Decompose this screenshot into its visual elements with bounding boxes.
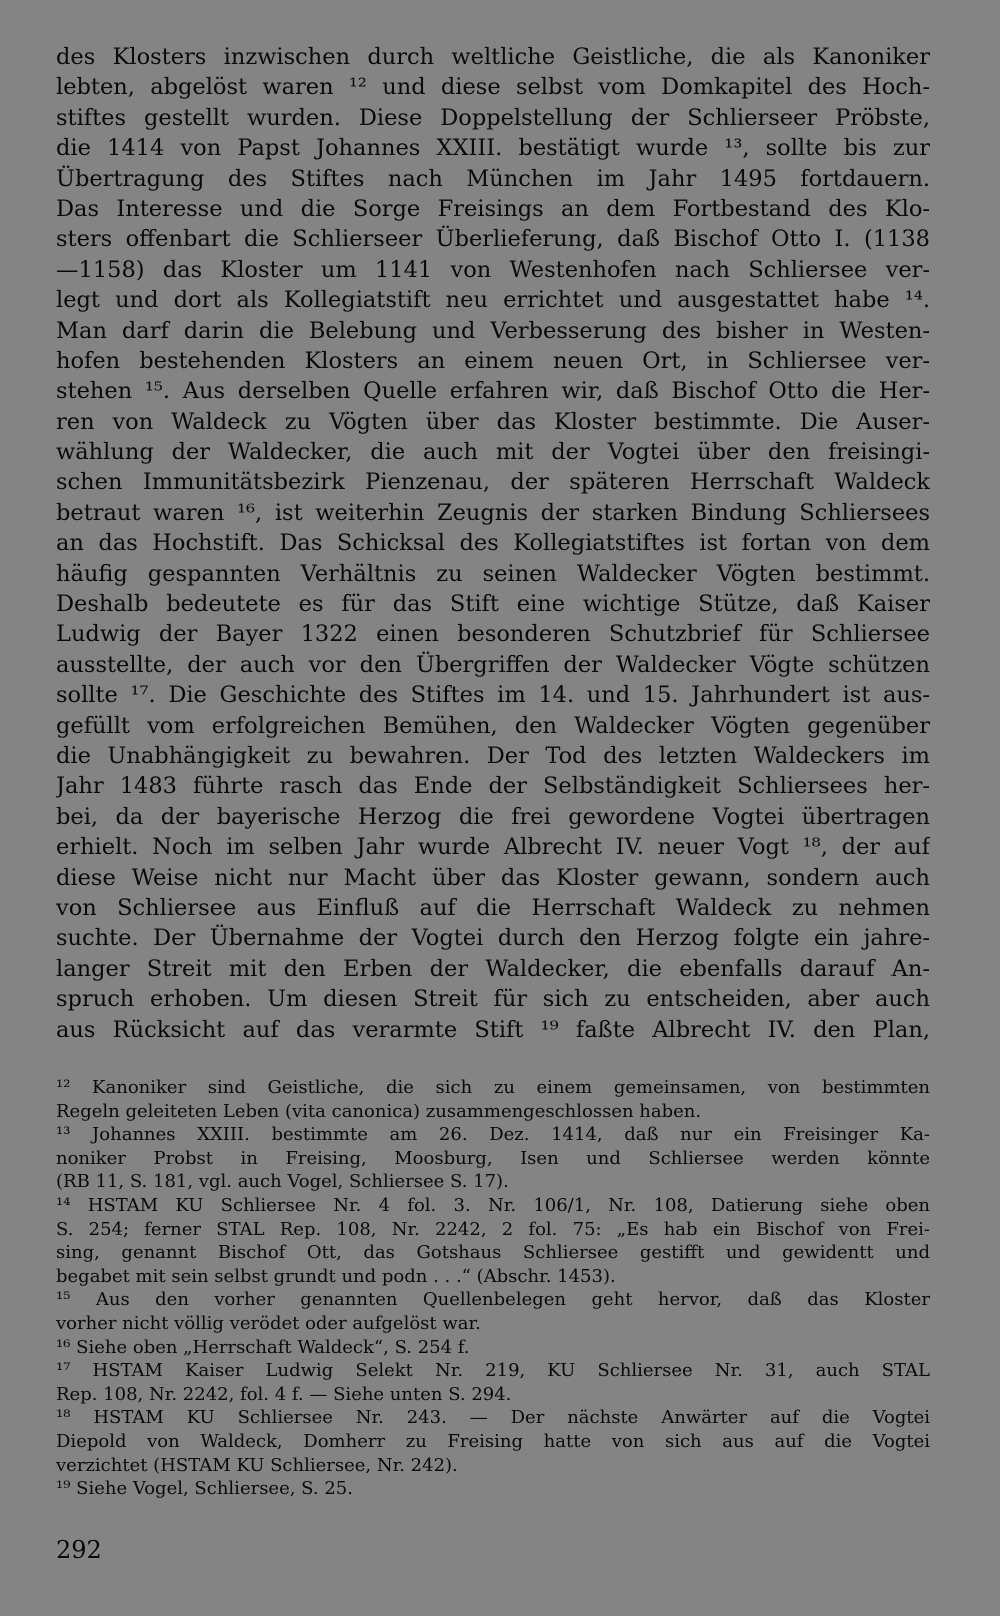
text-line: suchte. Der Übernahme der Vogtei durch den Herzog folgte ein jahre- [56,925,930,952]
text-line: an das Hochstift. Das Schicksal des Kollegiatstiftes ist fortan von dem [56,530,930,557]
footnote-line: ¹³ Johannes XXIII. bestimmte am 26. Dez. 1414, daß nur ein Freisinger Ka- [56,1124,930,1146]
text-line: betraut waren ¹⁶, ist weiterhin Zeugnis der starken Bindung Schliersees [56,499,930,526]
footnote-line: noniker Probst in Freising, Moosburg, Isen und Schliersee werden könnte [56,1147,930,1169]
text-line: sters offenbart die Schlierseer Überlieferung, daß Bischof Otto I. (1138 [56,226,930,253]
footnote-line: Diepold von Waldeck, Domherr zu Freising hatte von sich aus auf die Vogtei [56,1430,930,1452]
footnote-line: ¹⁷ HSTAM Kaiser Ludwig Selekt Nr. 219, KU Schliersee Nr. 31, auch STAL [56,1360,930,1382]
footnote-line: ¹² Kanoniker sind Geistliche, die sich zu einem gemeinsamen, von bestimmten [56,1077,930,1098]
text-line: Das Interesse und die Sorge Freisings an dem Fortbestand des Klo- [56,195,930,222]
text-line: stiftes gestellt wurden. Diese Doppelstellung der Schlierseer Pröbste, [56,104,930,131]
footnote-line: ¹⁸ HSTAM KU Schliersee Nr. 243. — Der nächste Anwärter auf die Vogtei [56,1407,930,1429]
text-line: legt und dort als Kollegiatstift neu errichtet und ausgestattet habe ¹⁴. [56,287,930,314]
text-line: ausstellte, der auch vor den Übergriffen der Waldecker Vögte schützen [56,651,930,678]
text-line: ren von Waldeck zu Vögten über das Kloster bestimmte. Die Auser- [56,408,930,435]
text-line: Ludwig der Bayer 1322 einen besonderen Schutzbrief für Schliersee [56,621,930,648]
book-page [56,0,930,1616]
text-line: —1158) das Kloster um 1141 von Westenhofen nach Schliersee ver- [56,256,930,283]
text-line: langer Streit mit den Erben der Waldecker, die ebenfalls darauf An- [56,955,930,982]
footnote-line: begabet mit sein selbst grundt und podn . . .“ (Abschr. 1453). [56,1265,616,1287]
footnote-line: vorher nicht völlig verödet oder aufgelöst war. [56,1312,481,1334]
text-line: von Schliersee aus Einfluß auf die Herrschaft Waldeck zu nehmen [56,894,930,921]
text-line: aus Rücksicht auf das verarmte Stift ¹⁹ faßte Albrecht IV. den Plan, [56,1016,930,1043]
text-line: Jahr 1483 führte rasch das Ende der Selbständigkeit Schliersees her- [56,773,930,800]
text-line: Deshalb bedeutete es für das Stift eine wichtige Stütze, daß Kaiser [56,591,930,618]
text-line: wählung der Waldecker, die auch mit der Vogtei über den freisingi- [56,439,930,466]
text-line: stehen ¹⁵. Aus derselben Quelle erfahren wir, daß Bischof Otto die Her- [56,378,930,405]
footnote-line: sing, genannt Bischof Ott, das Gotshaus Schliersee gestifft und gewidentt und [56,1242,930,1264]
footnote-line: S. 254; ferner STAL Rep. 108, Nr. 2242, 2 fol. 75: „Es hab ein Bischof von Frei- [56,1218,930,1240]
text-line: des Klosters inzwischen durch weltliche Geistliche, die als Kanoniker [56,44,930,70]
text-line: Man darf darin die Belebung und Verbesserung des bisher in Westen- [56,317,930,344]
footnote-line: verzichtet (HSTAM KU Schliersee, Nr. 242). [56,1454,458,1476]
footnote-line: Regeln geleiteten Leben (vita canonica) zusammengeschlossen haben. [56,1100,702,1122]
text-line: die 1414 von Papst Johannes XXIII. bestätigt wurde ¹³, sollte bis zur [56,135,930,162]
text-line: Übertragung des Stiftes nach München im Jahr 1495 fortdauern. [56,165,930,192]
text-line: lebten, abgelöst waren ¹² und diese selbst vom Domkapitel des Hoch- [56,74,930,101]
text-line: spruch erhoben. Um diesen Streit für sich zu entscheiden, aber auch [56,986,930,1013]
text-line: bei, da der bayerische Herzog die frei gewordene Vogtei übertragen [56,803,930,830]
footnote-line: ¹⁶ Siehe oben „Herrschaft Waldeck“, S. 254 f. [56,1336,470,1358]
text-line: diese Weise nicht nur Macht über das Kloster gewann, sondern auch [56,864,930,891]
footnote-line: (RB 11, S. 181, vgl. auch Vogel, Schliersee S. 17). [56,1171,509,1193]
text-line: erhielt. Noch im selben Jahr wurde Albrecht IV. neuer Vogt ¹⁸, der auf [56,834,930,861]
main-text-block [56,42,930,1045]
text-line: schen Immunitätsbezirk Pienzenau, der späteren Herrschaft Waldeck [56,469,930,496]
footnote-line: Rep. 108, Nr. 2242, fol. 4 f. — Siehe unten S. 294. [56,1383,512,1405]
text-line: die Unabhängigkeit zu bewahren. Der Tod des letzten Waldeckers im [56,742,930,769]
footnote-line: ¹⁵ Aus den vorher genannten Quellenbelegen geht hervor, daß das Kloster [56,1289,930,1311]
text-line: sollte ¹⁷. Die Geschichte des Stiftes im 14. und 15. Jahrhundert ist aus- [56,682,930,709]
footnote-line: ¹⁴ HSTAM KU Schliersee Nr. 4 fol. 3. Nr. 106/1, Nr. 108, Datierung siehe oben [56,1194,930,1216]
text-line: häufig gespannten Verhältnis zu seinen Waldecker Vögten bestimmt. [56,560,930,587]
text-line: gefüllt vom erfolgreichen Bemühen, den Waldecker Vögten gegenüber [56,712,930,739]
page-number: 292 [56,1536,102,1564]
footnote-line: ¹⁹ Siehe Vogel, Schliersee, S. 25. [56,1478,353,1500]
text-line: hofen bestehenden Klosters an einem neuen Ort, in Schliersee ver- [56,347,930,374]
footnotes-block [56,1076,930,1501]
